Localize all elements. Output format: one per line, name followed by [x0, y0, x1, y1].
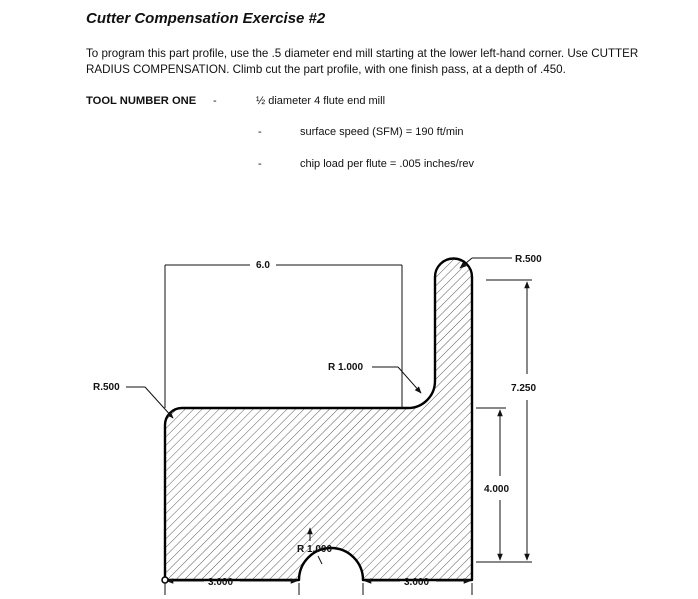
- tool-dash: -: [213, 95, 217, 107]
- dim-width-top: 6.0: [256, 260, 270, 271]
- spec-dash-2: -: [258, 158, 262, 170]
- page-title: Cutter Compensation Exercise #2: [86, 10, 326, 27]
- spec-chip-load: chip load per flute = .005 inches/rev: [300, 158, 474, 170]
- dim-radius-inner: R 1.000: [328, 362, 364, 373]
- dim-radius-top: R.500: [515, 254, 542, 265]
- tool-number-label: TOOL NUMBER ONE: [86, 95, 197, 107]
- tool-description: ½ diameter 4 flute end mill: [256, 95, 386, 107]
- dim-bottom-right: 3.000: [404, 577, 430, 588]
- start-point-marker: [162, 577, 168, 583]
- dim-height-step: 4.000: [484, 484, 510, 495]
- part-profile: [165, 259, 472, 581]
- dim-radius-left: R.500: [93, 382, 120, 393]
- dim-height-total: 7.250: [511, 383, 537, 394]
- spec-dash-1: -: [258, 126, 262, 138]
- dim-radius-notch: R 1.000: [297, 544, 333, 555]
- dim-bottom-left: 3.000: [208, 577, 234, 588]
- spec-surface-speed: surface speed (SFM) = 190 ft/min: [300, 126, 464, 138]
- instructions-paragraph: To program this part profile, use the .5 diameter end mill starting at the lower left-hand corner. Use CUTTER RADIUS COMPENSATION. Climb cut the part profile, with one finish pass, at a depth of .450.: [86, 47, 639, 76]
